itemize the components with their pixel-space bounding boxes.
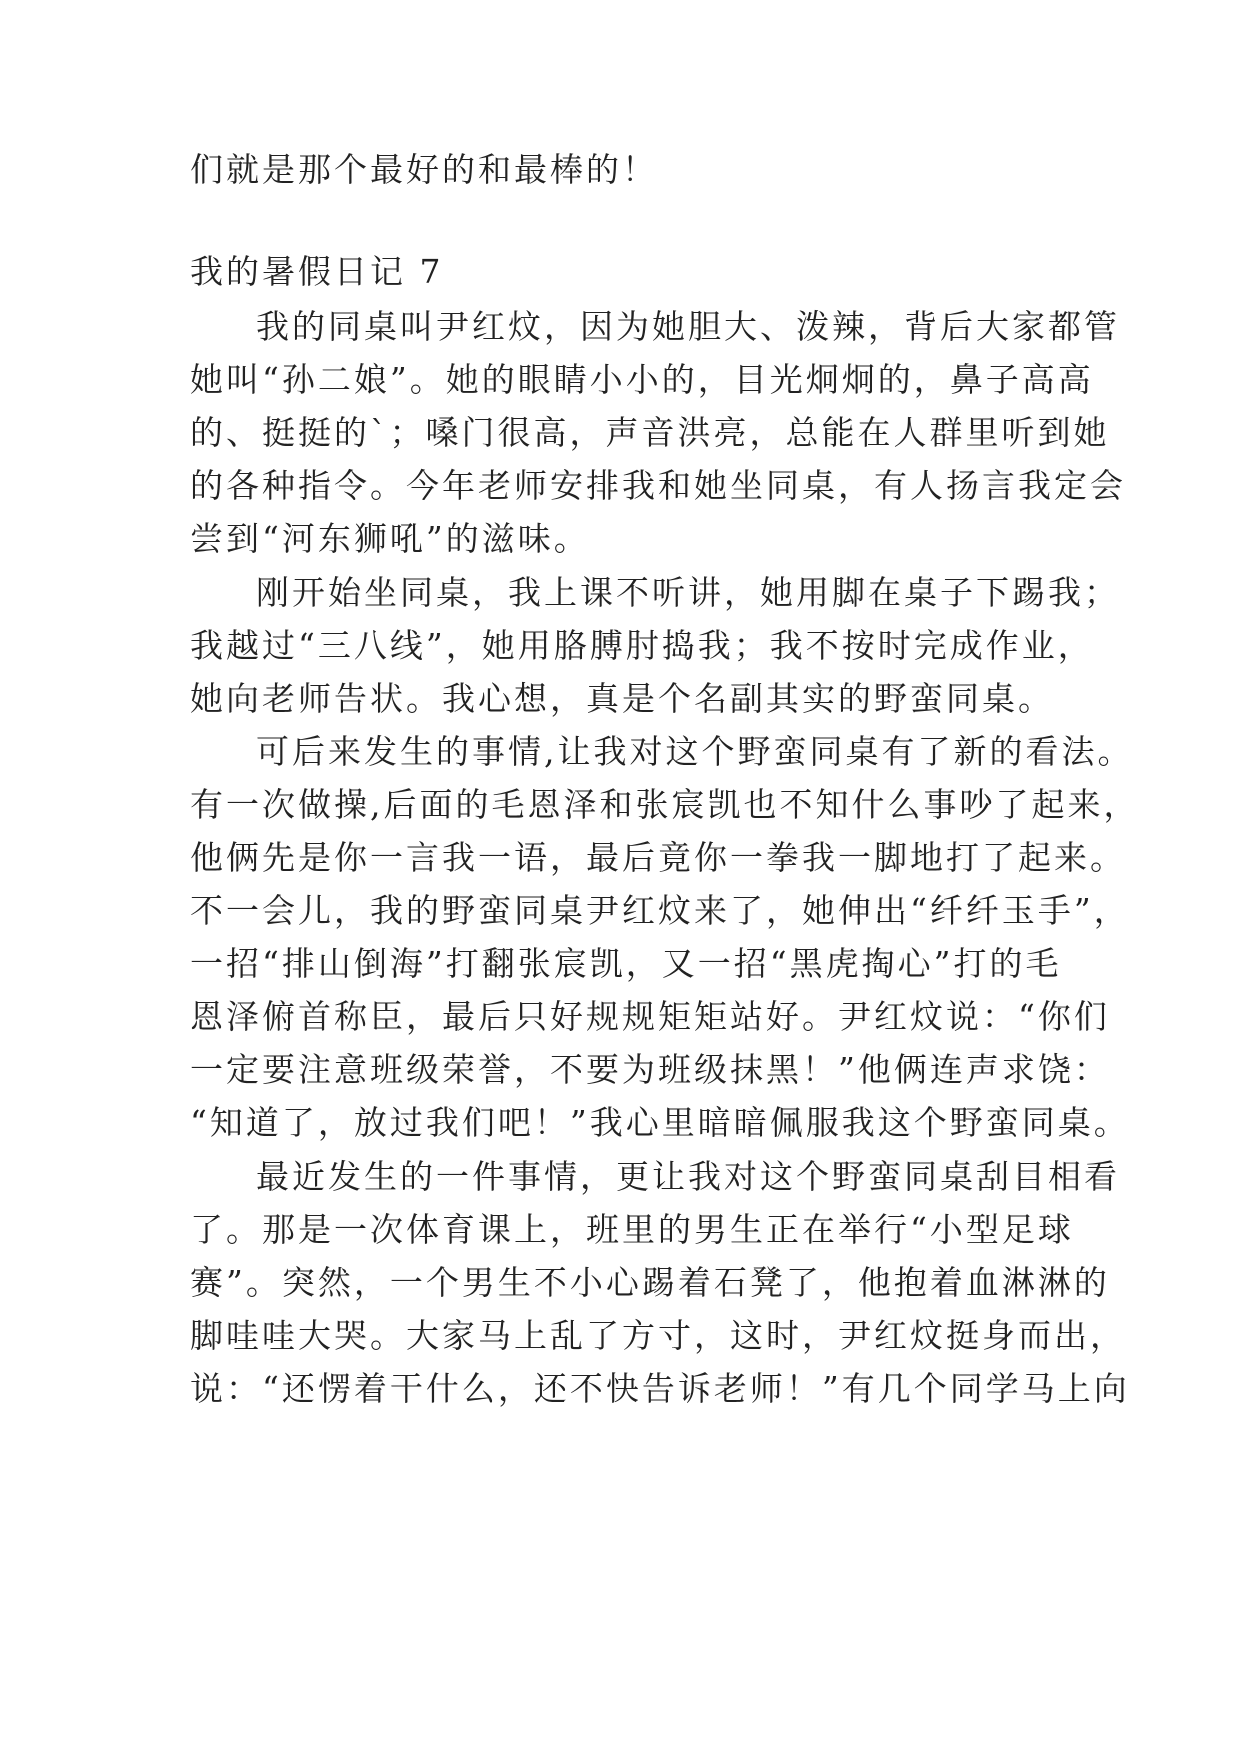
section-heading: 我的暑假日记 7 — [190, 252, 444, 291]
paragraph-line: 的、挺挺的`；嗓门很高，声音洪亮，总能在人群里听到她 — [190, 413, 1110, 452]
paragraph-line: 赛”。突然，一个男生不小心踢着石凳了，他抱着血淋淋的 — [190, 1263, 1110, 1302]
paragraph-line: 我越过“三八线”，她用胳膊肘捣我；我不按时完成作业， — [190, 626, 1094, 665]
paragraph-line: 的各种指令。今年老师安排我和她坐同桌，有人扬言我定会 — [190, 466, 1126, 505]
paragraph-line: 最近发生的一件事情，更让我对这个野蛮同桌刮目相看 — [256, 1157, 1120, 1196]
paragraph-line: 她向老师告状。我心想，真是个名副其实的野蛮同桌。 — [190, 679, 1054, 718]
paragraph-line: 了。那是一次体育课上，班里的男生正在举行“小型足球 — [190, 1210, 1074, 1249]
paragraph-line: 恩泽俯首称臣，最后只好规规矩矩站好。尹红炆说：“你们 — [190, 997, 1110, 1036]
paragraph-line: 说：“还愣着干什么，还不快告诉老师！”有几个同学马上向 — [190, 1369, 1130, 1408]
paragraph-line: 她叫“孙二娘”。她的眼睛小小的，目光炯炯的，鼻子高高 — [190, 360, 1094, 399]
paragraph-line: 可后来发生的事情,让我对这个野蛮同桌有了新的看法。 — [256, 732, 1134, 771]
paragraph-line: “知道了，放过我们吧！”我心里暗暗佩服我这个野蛮同桌。 — [190, 1103, 1130, 1142]
paragraph-line: 尝到“河东狮吼”的滋味。 — [190, 519, 590, 558]
paragraph-line: 一招“排山倒海”打翻张宸凯，又一招“黑虎掏心”打的毛 — [190, 944, 1062, 983]
text-line: 们就是那个最好的和最棒的！ — [190, 150, 658, 189]
paragraph-line: 脚哇哇大哭。大家马上乱了方寸，这时，尹红炆挺身而出， — [190, 1316, 1126, 1355]
paragraph-line: 不一会儿，我的野蛮同桌尹红炆来了，她伸出“纤纤玉手”， — [190, 891, 1130, 930]
paragraph-line: 有一次做操,后面的毛恩泽和张宸凯也不知什么事吵了起来， — [190, 785, 1140, 824]
paragraph-line: 他俩先是你一言我一语，最后竟你一拳我一脚地打了起来。 — [190, 838, 1126, 877]
paragraph-line: 我的同桌叫尹红炆，因为她胆大、泼辣，背后大家都管 — [256, 307, 1120, 346]
paragraph-line: 一定要注意班级荣誉，不要为班级抹黑！”他俩连声求饶： — [190, 1050, 1110, 1089]
paragraph-line: 刚开始坐同桌，我上课不听讲，她用脚在桌子下踢我； — [256, 573, 1120, 612]
